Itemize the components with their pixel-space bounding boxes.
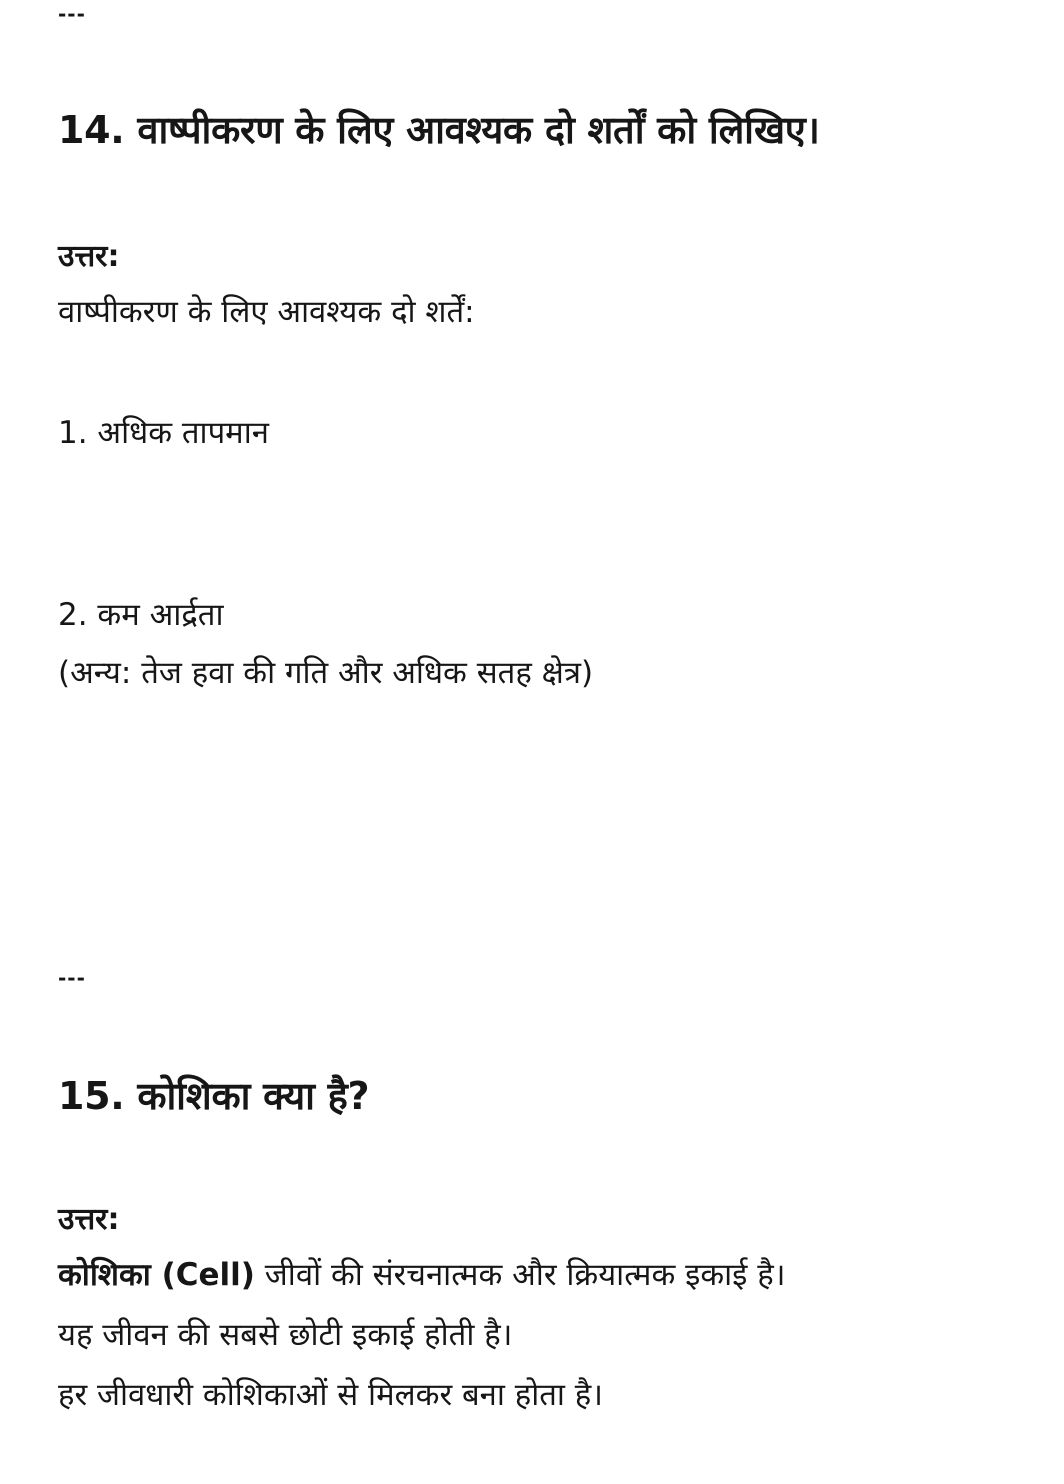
answer-14-intro: वाष्पीकरण के लिए आवश्यक दो शर्तें: xyxy=(58,294,475,330)
answer-14-point-2: 2. कम आर्द्रता xyxy=(58,597,224,633)
answer-14-label: उत्तर: xyxy=(58,239,120,274)
question-14-title: 14. वाष्पीकरण के लिए आवश्यक दो शर्तों को लिखिए। xyxy=(58,108,820,152)
answer-14-point-1: 1. अधिक तापमान xyxy=(58,415,269,451)
answer-15-label: उत्तर: xyxy=(58,1202,120,1237)
answer-15-line-2: यह जीवन की सबसे छोटी इकाई होती है। xyxy=(58,1317,513,1353)
separator-middle: --- xyxy=(58,966,86,990)
question-15-title: 15. कोशिका क्या है? xyxy=(58,1074,370,1118)
term-cell: कोशिका (Cell) xyxy=(58,1257,255,1293)
answer-15-line-1-rest: जीवों की संरचनात्मक और क्रियात्मक इकाई है। xyxy=(254,1257,786,1293)
answer-14-note: (अन्य: तेज हवा की गति और अधिक सतह क्षेत्र) xyxy=(58,655,594,691)
answer-15-line-3: हर जीवधारी कोशिकाओं से मिलकर बना होता है। xyxy=(58,1377,604,1413)
answer-15-line-1 xyxy=(58,1258,785,1294)
separator-top: --- xyxy=(58,2,86,26)
